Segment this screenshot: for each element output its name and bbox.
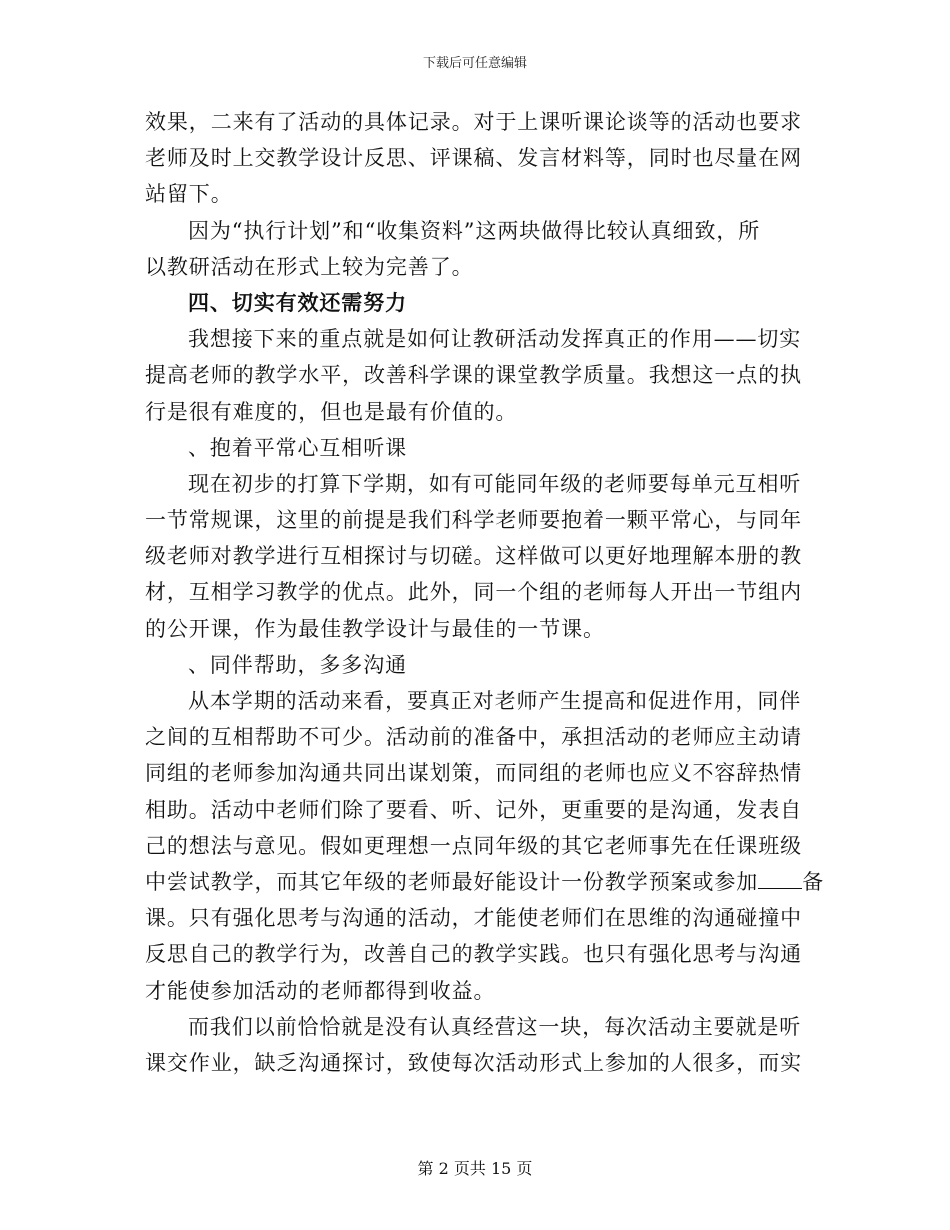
paragraph-start-line: 而我们以前恰恰就是没有认真经营这一块，每次活动主要就是听 bbox=[188, 1014, 802, 1039]
text-line: 效果，二来有了活动的具体记录。对于上课听课论谈等的活动也要求 bbox=[145, 110, 802, 134]
text-line: 相助。活动中老师们除了要看、听、记外，更重要的是沟通，发表自 bbox=[145, 797, 802, 822]
paragraph-start-line: 现在初步的打算下学期，如有可能同年级的老师要每单元互相听 bbox=[188, 471, 802, 496]
text-line: 老师及时上交教学设计反思、评课稿、发言材料等，同时也尽量在网 bbox=[145, 146, 802, 171]
text-line: 的公开课，作为最佳教学设计与最佳的一节课。 bbox=[145, 616, 605, 641]
page-footer: 第 2 页共 15 页 bbox=[417, 1159, 533, 1178]
text-line: 之间的互相帮助不可少。活动前的准备中，承担活动的老师应主动请 bbox=[145, 725, 802, 750]
text-line: 站留下。 bbox=[145, 182, 233, 207]
text-line: 提高老师的教学水平，改善科学课的课堂教学质量。我想这一点的执 bbox=[145, 363, 802, 388]
subsection-heading: 、同伴帮助，多多沟通 bbox=[188, 652, 407, 677]
text-line: 行是很有难度的，但也是最有价值的。 bbox=[145, 399, 518, 424]
subsection-heading: 、抱着平常心互相听课 bbox=[188, 435, 407, 460]
text-line-with-blank bbox=[145, 864, 825, 900]
text-line: 课。只有强化思考与沟通的活动，才能使老师们在思维的沟通碰撞中 bbox=[145, 906, 802, 931]
paragraph-start-line: 因为“执行计划”和“收集资料”这两块做得比较认真细致，所 bbox=[188, 218, 761, 243]
document-body bbox=[145, 104, 825, 1081]
page-header: 下载后可任意编辑 bbox=[422, 56, 527, 71]
section-heading: 四、切实有效还需努力 bbox=[188, 290, 407, 315]
text-line: 才能使参加活动的老师都得到收益。 bbox=[145, 978, 496, 1003]
text-line: 一节常规课，这里的前提是我们科学老师要抱着一颗平常心，与同年 bbox=[145, 508, 802, 533]
paragraph-start-line: 我想接下来的重点就是如何让教研活动发挥真正的作用——切实 bbox=[188, 327, 802, 352]
fill-in-blank bbox=[758, 887, 802, 889]
text-segment: 备 bbox=[802, 869, 825, 894]
text-line: 反思自己的教学行为，改善自己的教学实践。也只有强化思考与沟通 bbox=[145, 942, 802, 967]
text-line: 课交作业，缺乏沟通探讨，致使每次活动形式上参加的人很多，而实 bbox=[145, 1050, 802, 1075]
text-segment: 中尝试教学，而其它年级的老师最好能设计一份教学预案或参加 bbox=[145, 869, 759, 894]
paragraph-start-line: 从本学期的活动来看，要真正对老师产生提高和促进作用，同伴 bbox=[188, 689, 802, 713]
text-line: 材，互相学习教学的优点。此外，同一个组的老师每人开出一节组内 bbox=[145, 580, 802, 605]
text-line: 同组的老师参加沟通共同出谋划策，而同组的老师也应义不容辞热情 bbox=[145, 761, 802, 786]
text-line: 以教研活动在形式上较为完善了。 bbox=[145, 254, 474, 279]
text-line: 己的想法与意见。假如更理想一点同年级的其它老师事先在任课班级 bbox=[145, 833, 802, 858]
text-line: 级老师对教学进行互相探讨与切磋。这样做可以更好地理解本册的教 bbox=[145, 544, 802, 569]
